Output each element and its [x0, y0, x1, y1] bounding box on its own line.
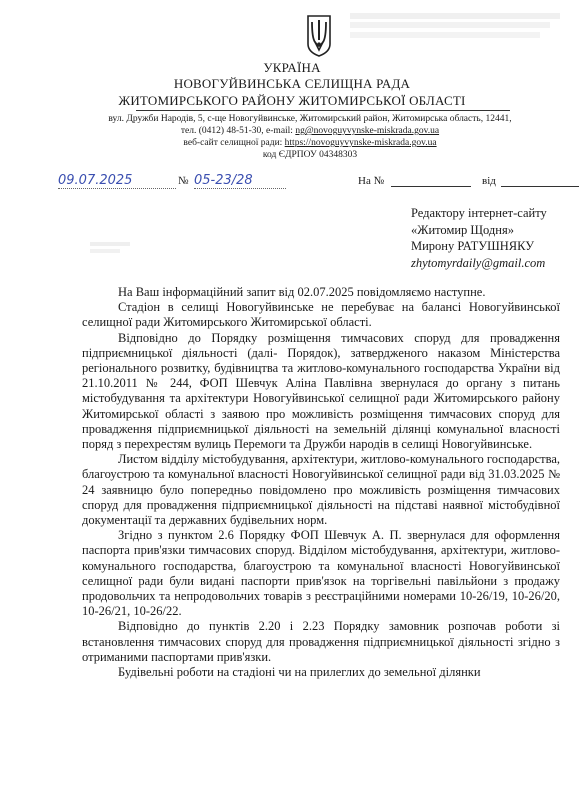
paragraph: Листом відділу містобудування, архітектури, житлово-комунального господарства, благоустрою та комунальної власності Новогуйвинської селищної ради від 31.03.2025 № 24 заявницю було попередньо повідомлено про можливість розміщення тимчасових споруд для провадження підприємницької діяльності на підставі наявної містобудівної документації та державних будівельних норм.	[82, 452, 560, 528]
website-label: веб-сайт селищної ради:	[183, 138, 285, 148]
addressee-line-2: «Житомир Щодня»	[411, 222, 514, 237]
header-council: НОВОГУЙВИНСЬКА СЕЛИЩНА РАДА	[173, 76, 411, 91]
letter-body	[82, 285, 560, 680]
paragraph: Стадіон в селищі Новогуйвинське не перебуває на балансі Новогуйвинської селищної ради Житомирського Житомирської області.	[82, 300, 560, 330]
number-field	[194, 173, 286, 189]
number-sign: №	[178, 175, 189, 187]
header-website	[60, 138, 560, 150]
addressee-email: zhytomyrdaily@gmail.com	[411, 255, 546, 270]
addressee-name: Мирону РАТУШНЯКУ	[411, 239, 535, 253]
from-label: від	[482, 175, 496, 187]
paragraph: Відповідно до Порядку розміщення тимчасових споруд для провадження підприємницької діяльності (далі- Порядок), затвердженого наказом Міністерства регіонального розвитку, будівництва та житлово-комунального господарства України від 21.10.2011 № 244, ФОП Шевчук Аліна Павлівна звернулася до органу з питань містобудування та архітектури Новогуйвинської селищної ради Житомирського району Житомирської області з заявою про можливість розміщення тимчасових споруд для провадження підприємницької діяльності на земельній ділянці комунальної власності поряд з перехрестям вулиць Перемоги та Дружби народів в селищі Новогуйвинське.	[82, 330, 560, 452]
faint-mark	[90, 242, 130, 253]
addressee-line-1: Редактору інтернет-сайту	[411, 206, 547, 220]
header-edrpou: код ЄДРПОУ 04348303	[262, 150, 358, 160]
email-link[interactable]: ng@novoguyvynske-miskrada.gov.ua	[295, 126, 440, 136]
header-country: УКРАЇНА	[263, 60, 321, 75]
from-blank	[501, 175, 579, 187]
paragraph: Відповідно до пунктів 2.20 і 2.23 Порядку замовник розпочав роботи зі встановлення тимчасових споруд для провадження підприємницької діяльності згідно з отриманими паспортами прив'язки.	[82, 619, 560, 664]
on-number-label: На №	[358, 175, 385, 187]
paragraph: Будівельні роботи на стадіоні чи на прилеглих до земельної ділянки	[118, 665, 481, 680]
contacts-label: тел. (0412) 48-51-30, e-mail:	[180, 126, 296, 136]
website-link[interactable]: https://novoguyvynske-miskrada.gov.ua	[284, 138, 437, 148]
header-address: вул. Дружби Народів, 5, с-ще Новогуйвинське, Житомирський район, Житомирська область, 12441,	[108, 114, 512, 124]
header-divider	[136, 110, 510, 111]
handwritten-date: 09.07.2025	[58, 173, 133, 188]
handwritten-number: 05-23/28	[194, 173, 253, 188]
paragraph: На Ваш інформаційний запит від 02.07.2025 повідомляємо наступне.	[118, 285, 486, 299]
header-district: ЖИТОМИРСЬКОГО РАЙОНУ ЖИТОМИРСЬКОЇ ОБЛАСТІ	[118, 93, 466, 108]
paragraph: Згідно з пунктом 2.6 Порядку ФОП Шевчук А. П. звернулася для оформлення паспорта прив'язки тимчасових споруд. Відділом містобудування, архітектури, житлово-комунального господарства, благоустрою та комунальної власності Новогуйвинської селищної ради були видані паспорти прив'язок на торгівельні павільйони з продажу продовольчих та непродовольчих товарів з реєстраційними номерами 10-26/19, 10-26/20, 10-26/21, 10-26/22.	[82, 528, 560, 619]
date-field	[58, 173, 176, 189]
bleed-through-text	[350, 4, 570, 38]
trident-emblem-icon	[305, 14, 333, 58]
addressee-block	[411, 205, 547, 271]
header-contacts	[60, 126, 560, 138]
on-number-blank	[391, 175, 471, 187]
